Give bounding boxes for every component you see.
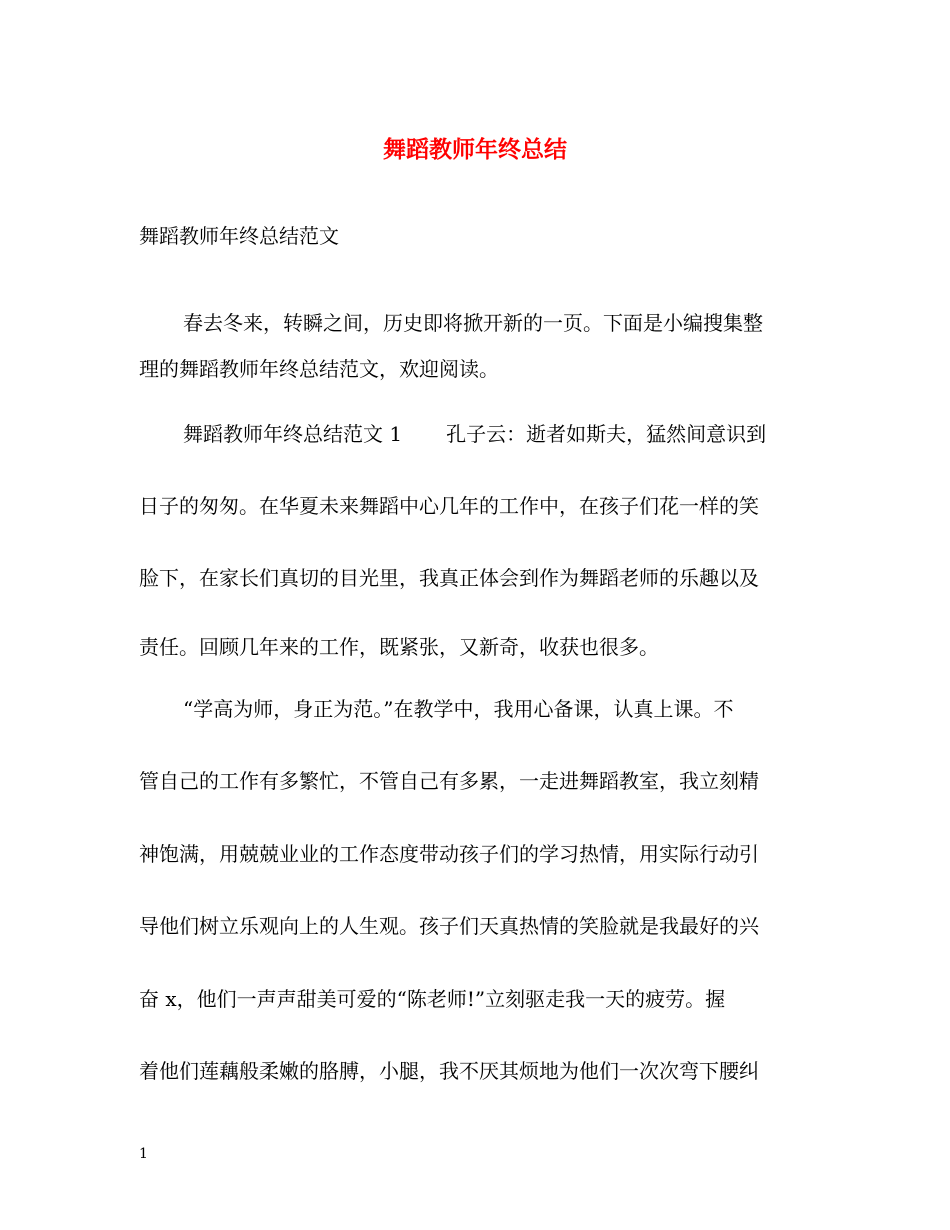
- section-first-line: [183, 418, 863, 450]
- paragraph-2-line-1: “学高为师，身正为范。”在教学中，我用心备课，认真上课。不: [183, 697, 734, 721]
- paragraph-2-line-2: 管自己的工作有多繁忙，不管自己有多累，一走进舞蹈教室，我立刻精: [139, 769, 759, 793]
- document-title: 舞蹈教师年终总结: [383, 136, 567, 163]
- document-subtitle: 舞蹈教师年终总结范文: [139, 224, 339, 248]
- section-first-text: 孔子云：逝者如斯夫，猛然间意识到: [446, 422, 767, 446]
- paragraph-2-line-5: 奋 x，他们一声声甜美可爱的“陈老师!”立刻驱走我一天的疲劳。握: [139, 987, 726, 1011]
- intro-line-2: 理的舞蹈教师年终总结范文，欢迎阅读。: [139, 357, 499, 381]
- section-heading: 舞蹈教师年终总结范文 1: [183, 422, 403, 446]
- paragraph-2-line-6: 着他们莲藕般柔嫩的胳膊，小腿，我不厌其烦地为他们一次次弯下腰纠: [139, 1059, 759, 1083]
- paragraph-2-line-3: 神饱满，用兢兢业业的工作态度带动孩子们的学习热情，用实际行动引: [139, 842, 759, 866]
- intro-line-1: 春去冬来，转瞬之间，历史即将掀开新的一页。下面是小编搜集整: [183, 311, 763, 335]
- section-line-3: 责任。回顾几年来的工作，既紧张，又新奇，收获也很多。: [139, 635, 659, 659]
- paragraph-2-line-4: 导他们树立乐观向上的人生观。孩子们天真热情的笑脸就是我最好的兴: [139, 914, 759, 938]
- section-line-1: 日子的匆匆。在华夏未来舞蹈中心几年的工作中，在孩子们花一样的笑: [139, 494, 759, 518]
- section-line-2: 脸下，在家长们真切的目光里，我真正体会到作为舞蹈老师的乐趣以及: [139, 566, 759, 590]
- page-number: 1: [139, 1146, 148, 1162]
